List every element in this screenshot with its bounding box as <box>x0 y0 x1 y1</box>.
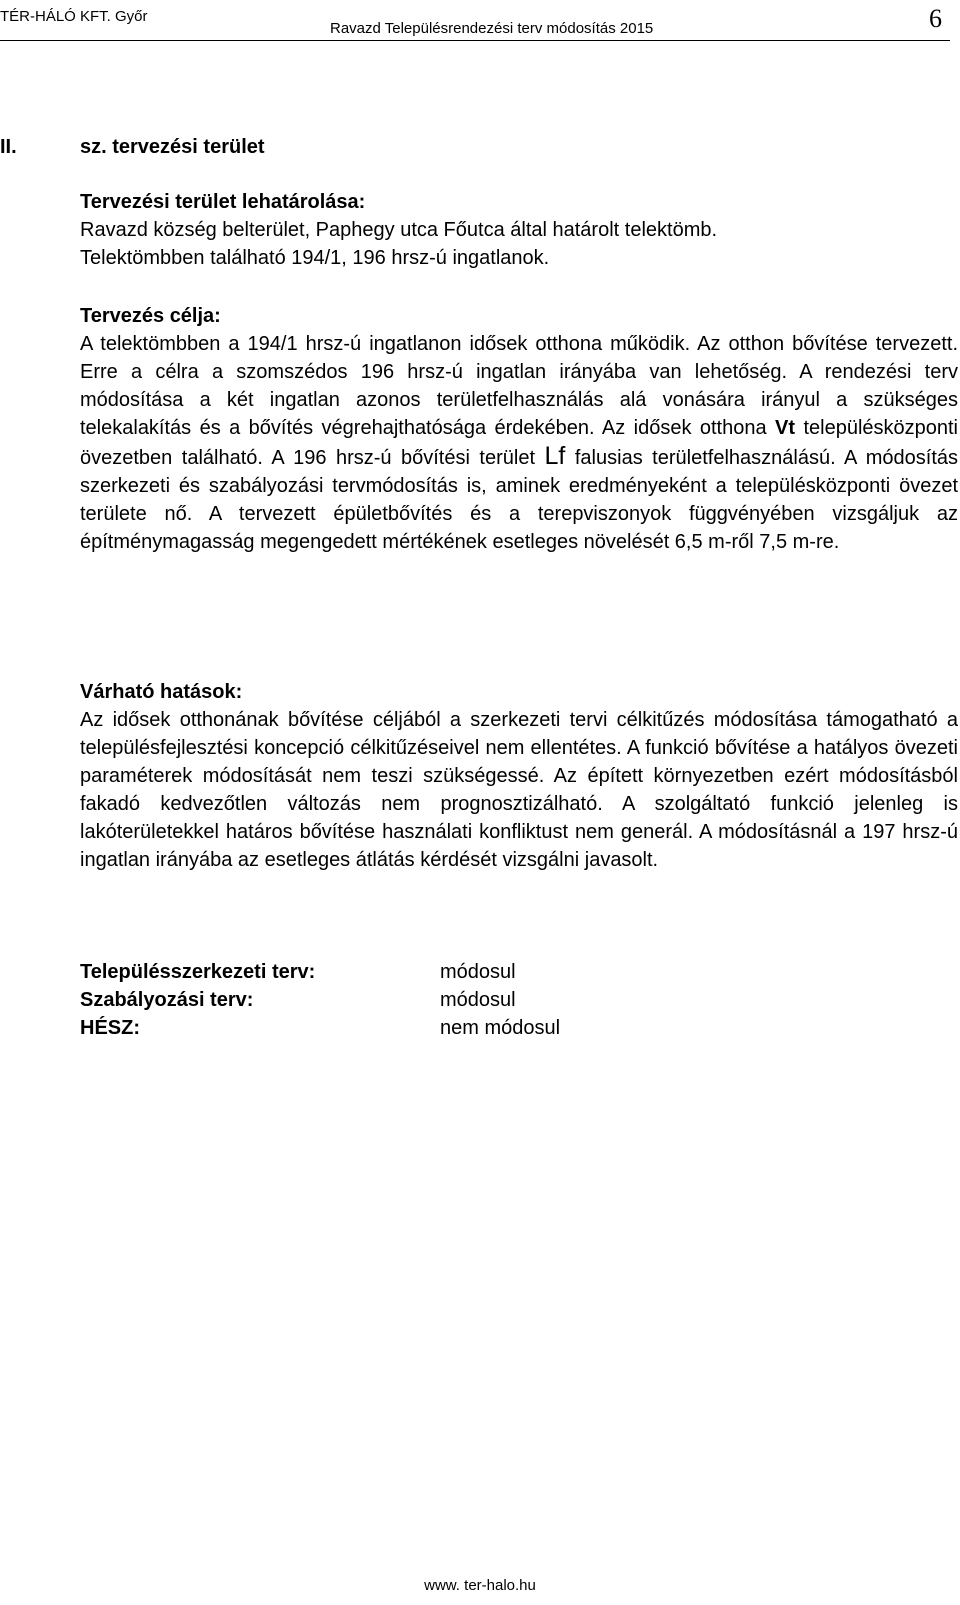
page-number: 6 <box>929 4 942 33</box>
celja-text-1: A telektömbben a 194/1 hrsz-ú ingatlanon idősek otthona működik. Az otthon bővítése tervezett. Erre a célra a szomszédos 196 hrsz-ú ingatlan irányába van lehetőség. A rendezési terv módosítása a két ingatlan azonos területfelhasználás alá vonására irányul a szükséges telekalakítás és a bővítés végrehajthatósága érdekében. Az idősek otthona <box>80 333 958 439</box>
section-number: II. <box>0 136 17 158</box>
lehatarolas-heading: Tervezési terület lehatárolása: <box>80 191 366 213</box>
section-title: sz. tervezési terület <box>80 136 265 158</box>
header-divider <box>0 40 950 41</box>
status-value: nem módosul <box>440 1017 561 1039</box>
lehatarolas-line-2: Telektömbben található 194/1, 196 hrsz-ú ingatlanok. <box>80 247 550 269</box>
status-label: Szabályozási terv: <box>80 989 254 1011</box>
header-company: TÉR-HÁLÓ KFT. Győr <box>0 8 148 25</box>
celja-paragraph <box>80 330 958 556</box>
status-value: módosul <box>440 961 516 983</box>
status-row <box>80 986 958 1014</box>
status-label: HÉSZ: <box>80 1017 140 1039</box>
footer-website: www. ter-halo.hu <box>424 1577 536 1594</box>
header-doc-title: Ravazd Településrendezési terv módosítás 2015 <box>330 20 654 37</box>
hatasok-block <box>80 678 958 874</box>
status-list <box>80 958 958 1042</box>
status-row <box>80 1014 958 1042</box>
status-value: módosul <box>440 989 516 1011</box>
zone-code-vt: Vt <box>775 417 796 439</box>
hatasok-paragraph: Az idősek otthonának bővítése céljából a szerkezeti tervi célkitűzés módosítása támogatható a településfejlesztési koncepció célkitűzéseivel nem ellentétes. A funkció bővítése a hatályos övezeti paraméterek módosítását nem teszi szükségessé. Az épített környezetben ezért módosításból fakadó kedvezőtlen változás nem prognosztizálható. A szolgáltató funkció jelenleg is lakóterületekkel határos bővítése használati konfliktust nem generál. A módosításnál a 197 hrsz-ú ingatlan irányába az esetleges átlátás kérdését vizsgálni javasolt. <box>80 709 958 871</box>
celja-heading: Tervezés célja: <box>80 305 221 327</box>
celja-block <box>80 302 958 556</box>
status-row <box>80 958 958 986</box>
status-label: Településszerkezeti terv: <box>80 961 316 983</box>
lehatarolas-line-1: Ravazd község belterület, Paphegy utca Főutca által határolt telektömb. <box>80 219 718 241</box>
zone-code-lf: Lf <box>544 442 566 470</box>
celja-text-3: falusias területfelhasználású. A módosítás szerkezeti és szabályozási tervmódosítás is, aminek eredményeként a településközponti övezet területe nő. A tervezett épületbővítés és a terepviszonyok függvényében vizsgáljuk az építménymagasság megengedett mértékének esetleges növelését 6,5 m-ről 7,5 m-re. <box>80 447 959 553</box>
hatasok-heading: Várható hatások: <box>80 681 243 703</box>
lehatarolas-block <box>80 188 958 272</box>
celja-text-2: településközponti övezetben található. A 196 hrsz-ú bővítési terület <box>80 417 959 469</box>
